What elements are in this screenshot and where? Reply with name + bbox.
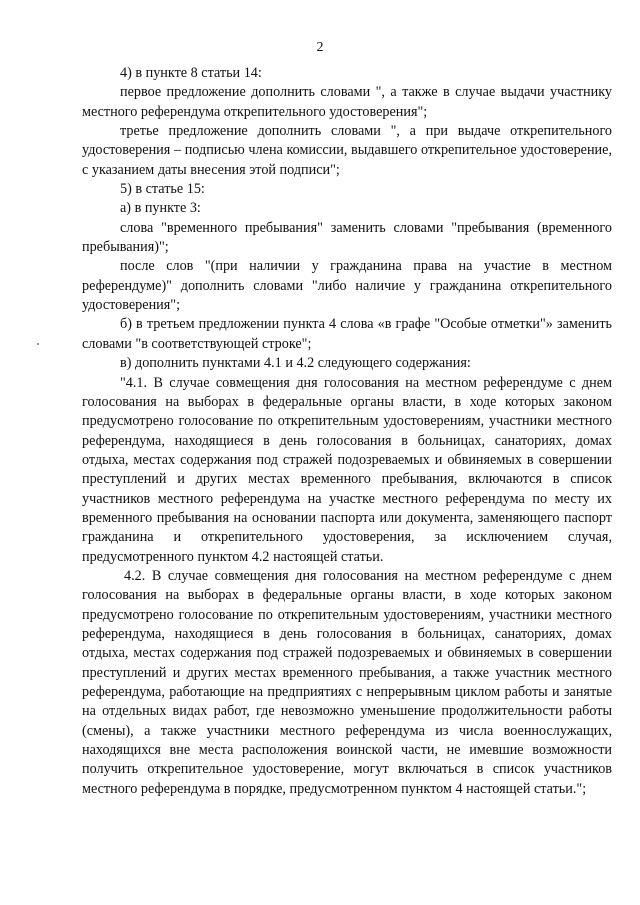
paragraph-replace-words: слова "временного пребывания" заменить словами "пребывания (временного пребывания)"; bbox=[82, 219, 612, 256]
paragraph-article15-item5: 5) в статье 15: bbox=[120, 181, 205, 198]
paragraph-after-words: после слов "(при наличии у гражданина права на участие в местном референдуме)" дополнить словами "либо наличие у гражданина открепительного удостоверения"; bbox=[82, 258, 612, 314]
paragraph-subitem-b: б) в третьем предложении пункта 4 слова «в графе "Особые отметки"» заменить словами "в соответствующей строке"; bbox=[82, 316, 612, 352]
scan-mark bbox=[37, 343, 39, 345]
paragraph-first-sentence: первое предложение дополнить словами ", а также в случае выдачи участнику местного референдума открепительного удостоверения"; bbox=[82, 84, 612, 120]
document-body bbox=[82, 64, 612, 799]
paragraph-subitem-v: в) дополнить пунктами 4.1 и 4.2 следующего содержания: bbox=[120, 355, 471, 372]
paragraph-third-sentence: третье предложение дополнить словами ", а при выдаче открепительного удостоверения – подписью члена комиссии, выдавшего открепительное удостоверение, с указанием даты внесения этой подписи"; bbox=[82, 123, 612, 178]
paragraph-clause-4-2: 4.2. В случае совмещения дня голосования на местном референдуме с днем голосования на выборах в федеральные органы власти, в ходе которых законом предусмотрено голосование по открепительным удостоверениям, участники местного референдума, находящиеся в день голосования в больницах, санаториях, домах отдыха, местах содержания под стражей подозреваемых и обвиняемых в совершении преступлений и других местах временного пребывания, а также участник местного референдума, работающие на предприятиях с непрерывным циклом работы и занятые на отдельных видах работ, где невозможно уменьшение продолжительности работы (смены), а также участники местного референдума из числа военнослужащих, находящихся вне места расположения воинской части, не имевшие возможности получить открепительное удостоверение, могут включаться в список участников местного референдума в порядке, предусмотренном пунктом 4 настоящей статьи."; bbox=[82, 567, 612, 797]
paragraph-subitem-a: а) в пункте 3: bbox=[120, 200, 201, 217]
paragraph-article14-item4: 4) в пункте 8 статьи 14: bbox=[120, 65, 262, 81]
page-number: 2 bbox=[316, 40, 324, 55]
paragraph-clause-4-1: "4.1. В случае совмещения дня голосования на местном референдуме с днем голосования на выборах в федеральные органы власти, в ходе которых законом предусмотрено голосование по открепительным удостоверениям, участники местного референдума, находящиеся в день голосования в больницах, санаториях, домах отдыха, местах содержания под стражей подозреваемых и обвиняемых в совершении преступлений и других местах временного пребывания, включаются в список участников местного референдума на участке местного референдума по месту их временного пребывания на основании паспорта или документа, заменяющего паспорт гражданина и открепительного удостоверения, за исключением случая, предусмотренного пунктом 4.2 настоящей статьи. bbox=[82, 374, 612, 565]
